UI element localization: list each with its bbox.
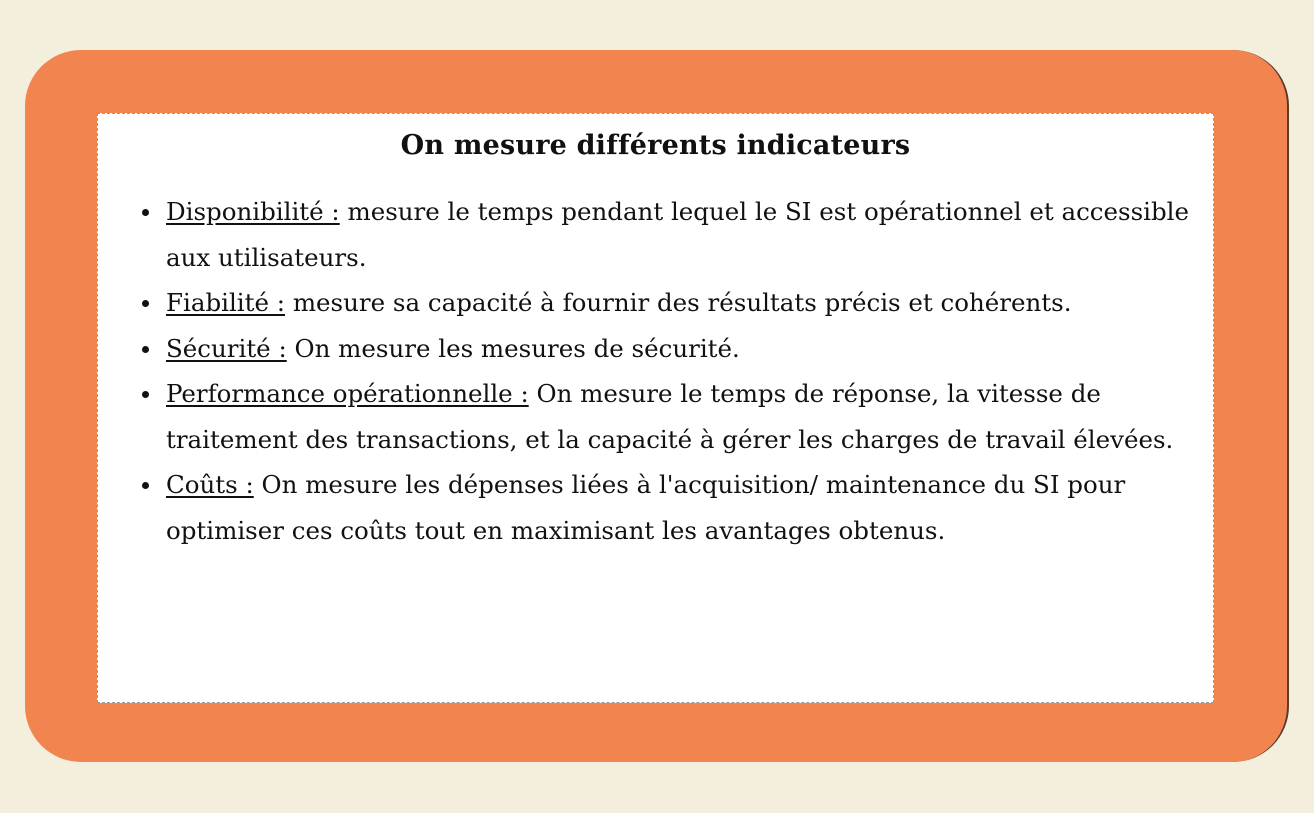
item-term: Disponibilité : (166, 197, 340, 226)
item-term: Coûts : (166, 470, 254, 499)
list-item-disponibilite (166, 189, 1226, 280)
indicator-list (140, 189, 1226, 553)
item-term: Fiabilité : (166, 288, 286, 317)
item-term: Sécurité : (166, 333, 287, 363)
item-text: On mesure les dépenses liées à l'acquisition/ maintenance du SI pour optimiser ces coûts tout en maximisant les avantages obtenus. (166, 470, 1126, 545)
orange-card (25, 50, 1289, 762)
item-text: mesure sa capacité à fournir des résultats précis et cohérents. (285, 288, 1072, 317)
list-item-fiabilite (166, 280, 1226, 326)
item-term: Performance opérationnelle : (166, 379, 529, 408)
list-item-securite (166, 326, 1226, 372)
content-box (97, 113, 1214, 703)
page-title: On mesure différents indicateurs (400, 130, 911, 161)
list-item-performance (166, 371, 1226, 462)
list-item-couts (166, 462, 1226, 553)
item-text: On mesure les mesures de sécurité. (286, 333, 740, 363)
item-text: On mesure le temps de réponse, la vitesse de traitement des transactions, et la capacité à gérer les charges de travail élevées. (166, 379, 1174, 454)
item-text: mesure le temps pendant lequel le SI est opérationnel et accessible aux utilisateurs. (166, 197, 1190, 272)
